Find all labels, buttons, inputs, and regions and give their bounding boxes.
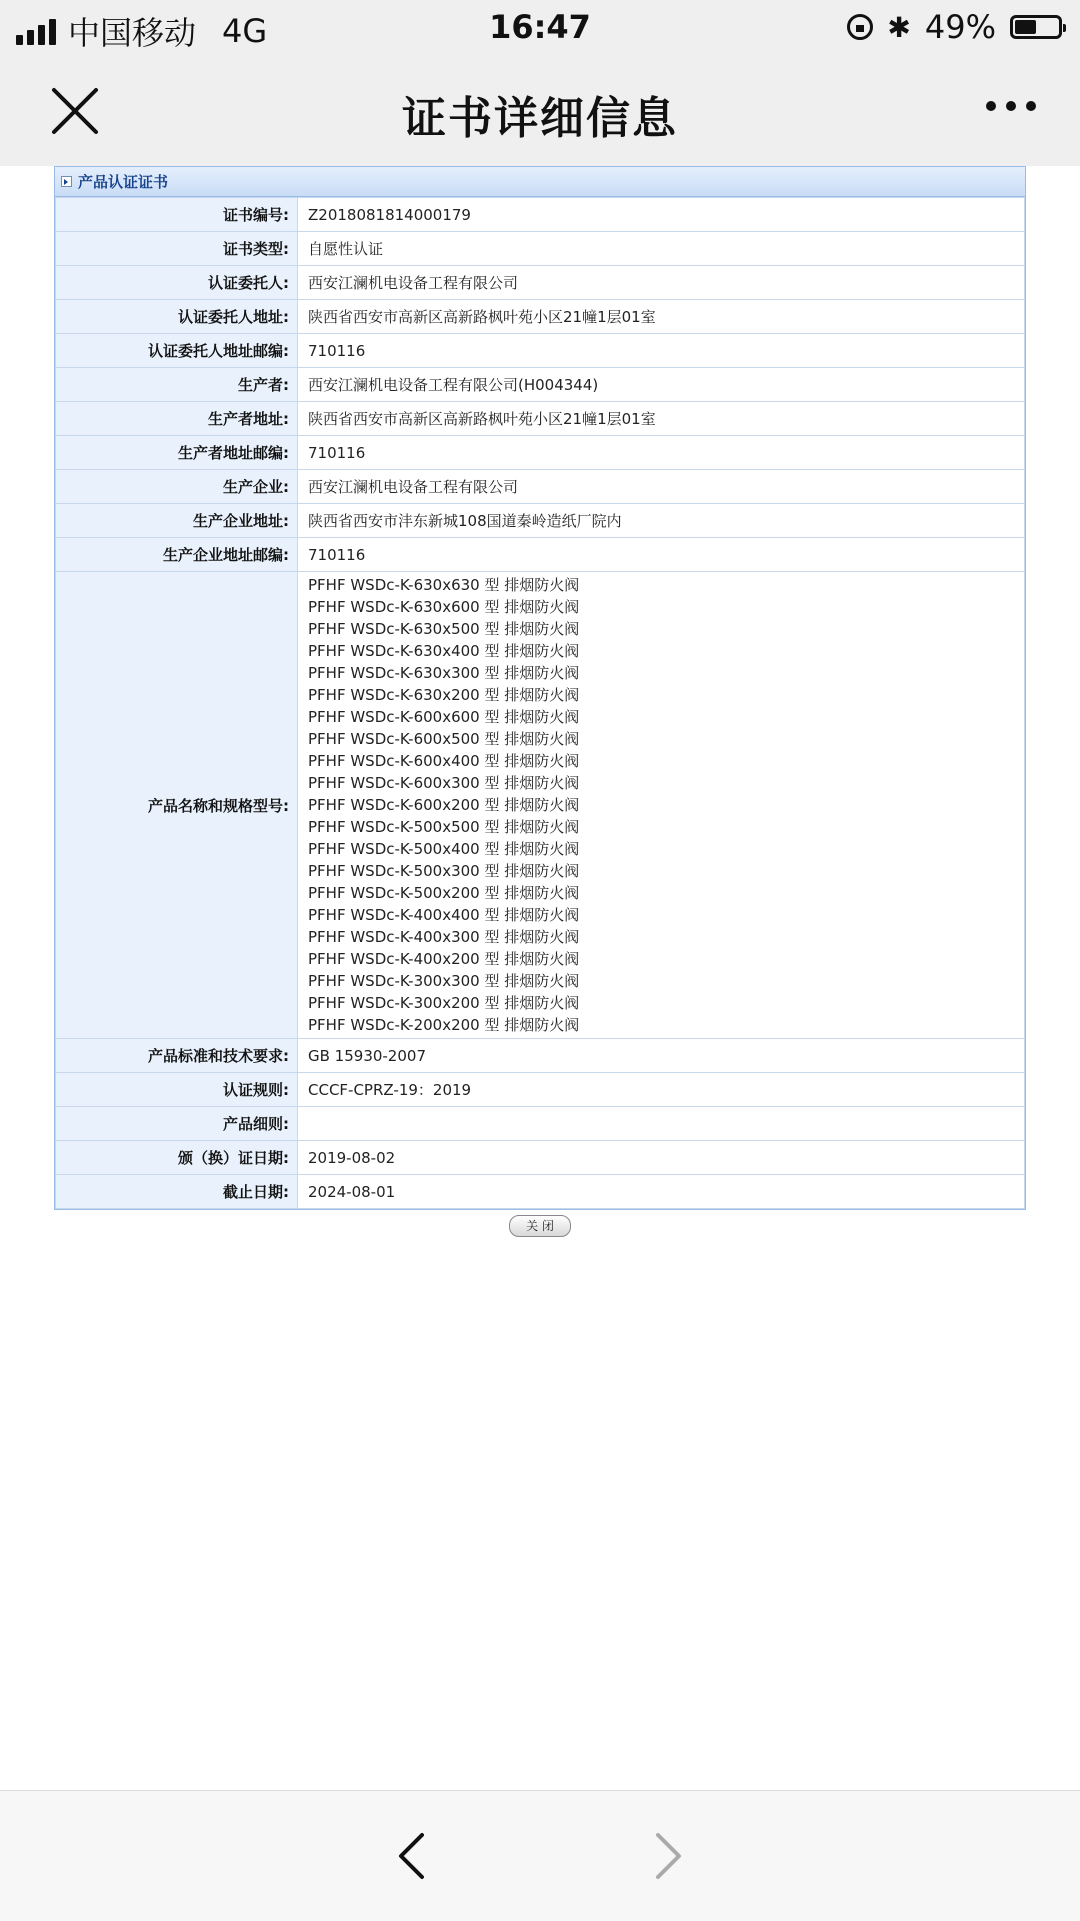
field-value: 710116 — [298, 538, 1025, 572]
panel-header[interactable] — [55, 167, 1025, 197]
panel-title: 产品认证证书 — [78, 173, 169, 191]
products-label: 产品名称和规格型号: — [56, 572, 298, 1039]
product-item: PFHF WSDc-K-630x400 型 排烟防火阀 — [308, 642, 580, 660]
products-list — [298, 572, 1025, 1039]
product-item: PFHF WSDc-K-300x200 型 排烟防火阀 — [308, 994, 580, 1012]
field-label: 生产企业地址邮编: — [56, 538, 298, 572]
table-row — [56, 504, 1025, 538]
table-row — [56, 1107, 1025, 1141]
product-item: PFHF WSDc-K-500x400 型 排烟防火阀 — [308, 840, 580, 858]
table-row — [56, 1141, 1025, 1175]
bluetooth-icon: ✱ — [887, 10, 911, 44]
table-row — [56, 232, 1025, 266]
field-value: 西安江澜机电设备工程有限公司(H004344) — [298, 368, 1025, 402]
field-value: 自愿性认证 — [298, 232, 1025, 266]
product-item: PFHF WSDc-K-600x500 型 排烟防火阀 — [308, 730, 580, 748]
field-value: 2019-08-02 — [298, 1141, 1025, 1175]
field-label: 产品细则: — [56, 1107, 298, 1141]
product-item: PFHF WSDc-K-500x500 型 排烟防火阀 — [308, 818, 580, 836]
table-row — [56, 300, 1025, 334]
back-button[interactable] — [396, 1831, 426, 1885]
carrier-name: 中国移动 — [68, 14, 197, 52]
product-item: PFHF WSDc-K-630x500 型 排烟防火阀 — [308, 620, 580, 638]
field-label: 生产者地址: — [56, 402, 298, 436]
product-item: PFHF WSDc-K-600x300 型 排烟防火阀 — [308, 774, 580, 792]
table-row-products — [56, 572, 1025, 1039]
field-label: 产品标准和技术要求: — [56, 1039, 298, 1073]
field-label: 颁（换）证日期: — [56, 1141, 298, 1175]
status-bar — [0, 0, 1080, 56]
status-time: 16:47 — [489, 8, 591, 46]
table-row — [56, 334, 1025, 368]
field-label: 生产者地址邮编: — [56, 436, 298, 470]
battery-percent: 49% — [924, 8, 996, 46]
product-item: PFHF WSDc-K-630x630 型 排烟防火阀 — [308, 576, 580, 594]
field-label: 生产者: — [56, 368, 298, 402]
field-label: 生产企业: — [56, 470, 298, 504]
field-value: 710116 — [298, 436, 1025, 470]
battery-fill — [1015, 20, 1036, 34]
chevron-left-icon — [396, 1831, 426, 1881]
table-row — [56, 198, 1025, 232]
more-dot-icon — [1026, 101, 1036, 111]
product-item: PFHF WSDc-K-630x600 型 排烟防火阀 — [308, 598, 580, 616]
field-label: 证书编号: — [56, 198, 298, 232]
field-value: GB 15930-2007 — [298, 1039, 1025, 1073]
table-row — [56, 368, 1025, 402]
page-title: 证书详细信息 — [402, 93, 678, 144]
expand-icon[interactable] — [61, 176, 72, 187]
forward-button[interactable] — [654, 1831, 684, 1885]
field-label: 生产企业地址: — [56, 504, 298, 538]
battery-icon — [1010, 15, 1062, 39]
nav-bar — [0, 56, 1080, 166]
field-label: 认证委托人地址邮编: — [56, 334, 298, 368]
product-item: PFHF WSDc-K-600x600 型 排烟防火阀 — [308, 708, 580, 726]
product-item: PFHF WSDc-K-600x400 型 排烟防火阀 — [308, 752, 580, 770]
field-label: 证书类型: — [56, 232, 298, 266]
field-label: 认证委托人: — [56, 266, 298, 300]
chevron-right-icon — [654, 1831, 684, 1881]
table-row — [56, 538, 1025, 572]
field-value: 西安江澜机电设备工程有限公司 — [298, 266, 1025, 300]
product-item: PFHF WSDc-K-300x300 型 排烟防火阀 — [308, 972, 580, 990]
certificate-table — [55, 197, 1025, 1209]
field-value: 陕西省西安市高新区高新路枫叶苑小区21幢1层01室 — [298, 402, 1025, 436]
bottom-toolbar — [0, 1790, 1080, 1921]
table-row — [56, 402, 1025, 436]
table-row — [56, 1039, 1025, 1073]
field-value: 710116 — [298, 334, 1025, 368]
table-row — [56, 1073, 1025, 1107]
more-dot-icon — [1006, 101, 1016, 111]
field-label: 截止日期: — [56, 1175, 298, 1209]
product-item: PFHF WSDc-K-400x400 型 排烟防火阀 — [308, 906, 580, 924]
product-item: PFHF WSDc-K-630x200 型 排烟防火阀 — [308, 686, 580, 704]
field-value: CCCF-CPRZ-19：2019 — [298, 1073, 1025, 1107]
status-right — [847, 8, 1062, 46]
field-label: 认证规则: — [56, 1073, 298, 1107]
more-dot-icon — [986, 101, 996, 111]
certificate-panel — [54, 166, 1026, 1210]
field-label: 认证委托人地址: — [56, 300, 298, 334]
product-item: PFHF WSDc-K-200x200 型 排烟防火阀 — [308, 1016, 580, 1034]
field-value: 2024-08-01 — [298, 1175, 1025, 1209]
field-value — [298, 1107, 1025, 1141]
field-value: Z2018081814000179 — [298, 198, 1025, 232]
field-value: 陕西省西安市高新区高新路枫叶苑小区21幢1层01室 — [298, 300, 1025, 334]
more-button[interactable] — [986, 101, 1036, 111]
table-row — [56, 1175, 1025, 1209]
field-value: 西安江澜机电设备工程有限公司 — [298, 470, 1025, 504]
field-value: 陕西省西安市沣东新城108国道秦岭造纸厂院内 — [298, 504, 1025, 538]
network-type: 4G — [222, 12, 268, 50]
product-item: PFHF WSDc-K-600x200 型 排烟防火阀 — [308, 796, 580, 814]
table-row — [56, 436, 1025, 470]
product-item: PFHF WSDc-K-400x200 型 排烟防火阀 — [308, 950, 580, 968]
product-item: PFHF WSDc-K-400x300 型 排烟防火阀 — [308, 928, 580, 946]
rotation-lock-icon — [847, 14, 873, 40]
table-row — [56, 266, 1025, 300]
product-item: PFHF WSDc-K-500x200 型 排烟防火阀 — [308, 884, 580, 902]
product-item: PFHF WSDc-K-500x300 型 排烟防火阀 — [308, 862, 580, 880]
close-dialog-button[interactable]: 关 闭 — [509, 1215, 571, 1237]
table-row — [56, 470, 1025, 504]
product-item: PFHF WSDc-K-630x300 型 排烟防火阀 — [308, 664, 580, 682]
